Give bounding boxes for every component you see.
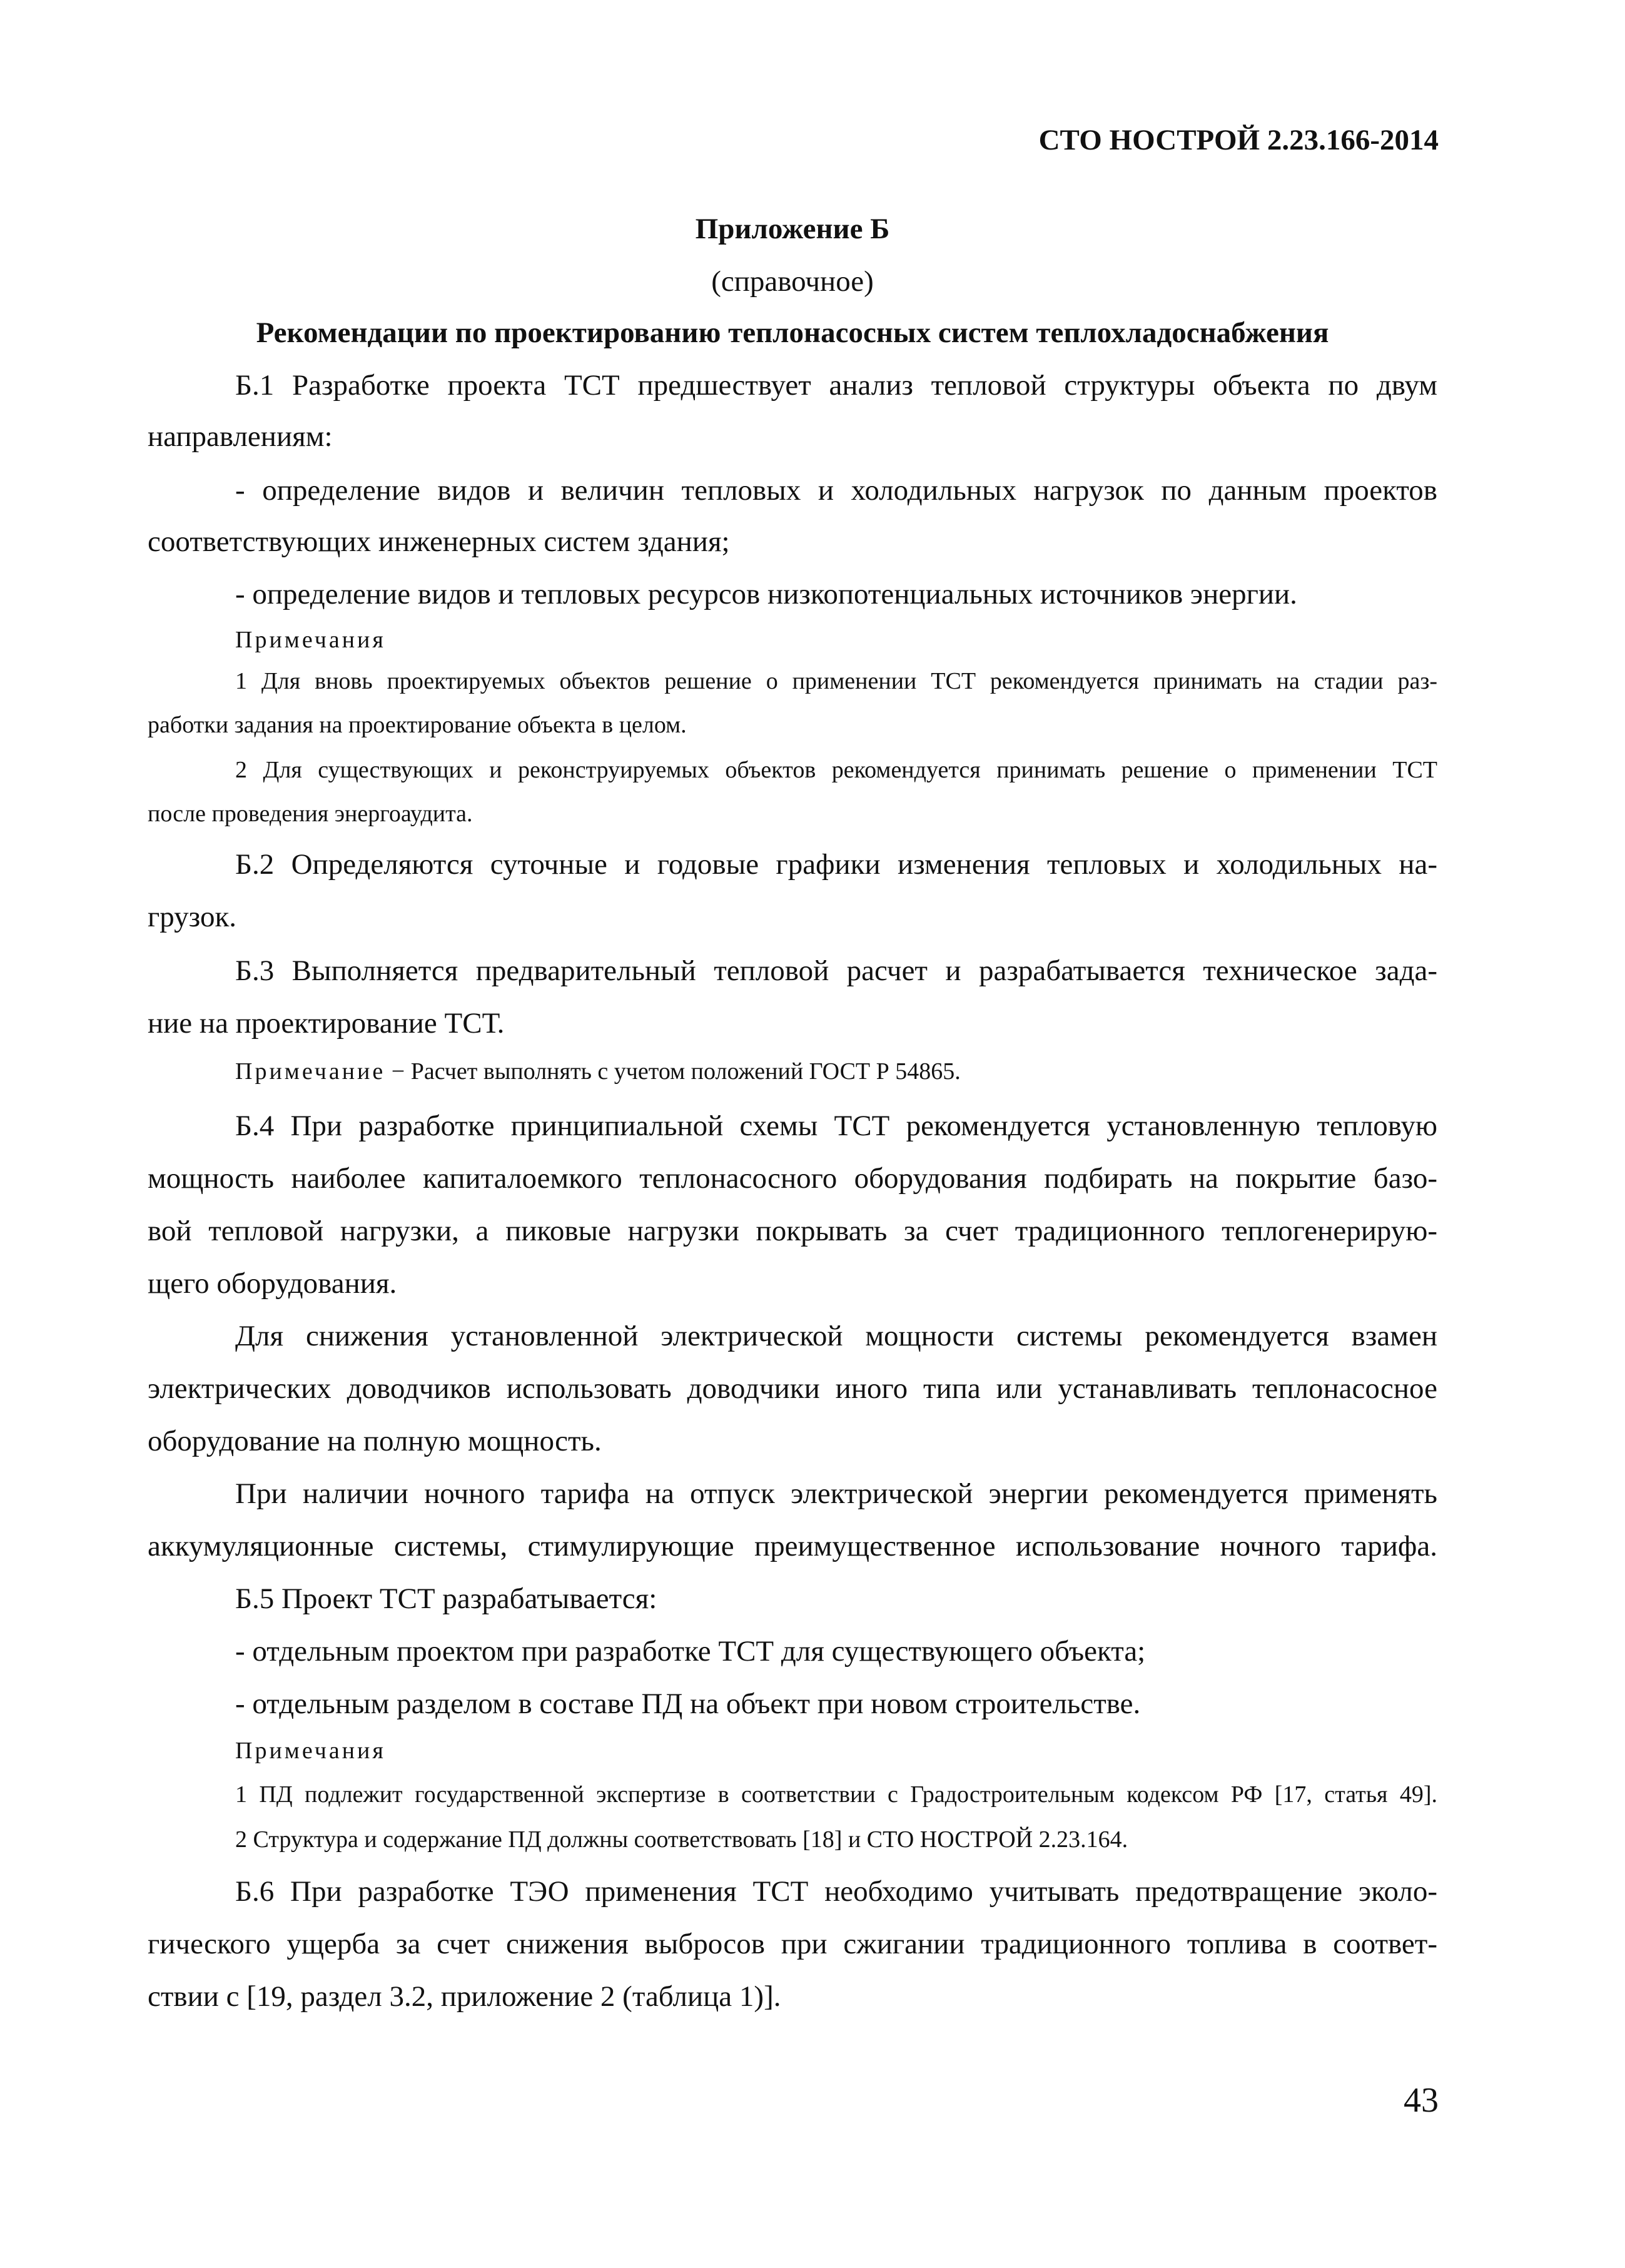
document-code: СТО НОСТРОЙ 2.23.166-2014 [1038, 124, 1439, 156]
note-2-line1: 2 Для существующих и реконструируемых объектов рекомендуется принимать решение о применении ТСТ [235, 757, 1437, 783]
paragraph-b4-line2: мощность наиболее капиталоемкого теплонасосного оборудования подбирать на покрытие базо- [148, 1162, 1437, 1195]
note-b3-text: − Расчет выполнять с учетом положений ГОСТ Р 54865. [385, 1058, 961, 1085]
paragraph-b6-line3: ствии с [19, раздел 3.2, приложение 2 (таблица 1)]. [148, 1980, 781, 2013]
paragraph-b4-line1: Б.4 При разработке принципиальной схемы ТСТ рекомендуется установленную тепловую [235, 1110, 1437, 1142]
list-item-loads-line1: - определение видов и величин тепловых и холодильных нагрузок по данным проектов [235, 474, 1437, 507]
note-b3 [235, 1057, 1437, 1086]
note-b5-1: 1 ПД подлежит государственной экспертизе в соответствии с Градостроительным кодексом РФ [17, статья 49]. [235, 1781, 1437, 1808]
paragraph-tariff-line2: аккумуляционные системы, стимулирующие преимущественное использование ночного тарифа. [148, 1530, 1437, 1562]
note-1-line2: работки задания на проектирование объекта в целом. [148, 712, 687, 738]
note-b3-label: Примечание [235, 1058, 386, 1085]
appendix-title: Приложение Б [695, 213, 890, 245]
list-item-loads-line2: соответствующих инженерных систем здания; [148, 525, 730, 558]
paragraph-b1-line2: направлениям: [148, 420, 333, 453]
notes-label-b5: Примечания [235, 1738, 386, 1764]
paragraph-b6-line2: гического ущерба за счет снижения выбросов при сжигании традиционного топлива в соответ- [148, 1928, 1437, 1960]
paragraph-b4-line4: щего оборудования. [148, 1267, 397, 1300]
appendix-status: (справочное) [711, 265, 874, 298]
paragraph-tariff-line1: При наличии ночного тарифа на отпуск электрической энергии рекомендуется применять [235, 1477, 1437, 1510]
notes-label: Примечания [235, 627, 386, 653]
note-1-line1: 1 Для вновь проектируемых объектов решение о применении ТСТ рекомендуется принимать на стадии раз- [235, 668, 1437, 694]
paragraph-power-line1: Для снижения установленной электрической мощности системы рекомендуется взамен [235, 1320, 1437, 1352]
paragraph-power-line3: оборудование на полную мощность. [148, 1425, 602, 1457]
appendix-heading: Рекомендации по проектированию теплонасосных систем теплохладоснабжения [256, 316, 1329, 349]
paragraph-power-line2: электрических доводчиков использовать доводчики иного типа или устанавливать теплонасосное [148, 1372, 1437, 1405]
paragraph-b5-line1: Б.5 Проект ТСТ разрабатывается: [235, 1582, 657, 1615]
paragraph-b1-line1: Б.1 Разработке проекта ТСТ предшествует анализ тепловой структуры объекта по двум [235, 369, 1437, 402]
list-item-separate-section: - отдельным разделом в составе ПД на объект при новом строительстве. [235, 1688, 1141, 1720]
note-2-line2: после проведения энергоаудита. [148, 801, 473, 827]
paragraph-b4-line3: вой тепловой нагрузки, а пиковые нагрузки покрывать за счет традиционного теплогенерирую- [148, 1215, 1437, 1247]
paragraph-b6-line1: Б.6 При разработке ТЭО применения ТСТ необходимо учитывать предотвращение эколо- [235, 1875, 1437, 1908]
page-number: 43 [1404, 2081, 1439, 2120]
paragraph-b2-line1: Б.2 Определяются суточные и годовые графики изменения тепловых и холодильных на- [235, 848, 1437, 881]
list-item-resources: - определение видов и тепловых ресурсов низкопотенциальных источников энергии. [235, 578, 1297, 610]
paragraph-b3-line2: ние на проектирование ТСТ. [148, 1007, 505, 1040]
list-item-separate-project: - отдельным проектом при разработке ТСТ для существующего объекта; [235, 1635, 1146, 1668]
paragraph-b2-line2: грузок. [148, 901, 237, 933]
note-b5-2: 2 Структура и содержание ПД должны соответствовать [18] и СТО НОСТРОЙ 2.23.164. [235, 1826, 1128, 1853]
paragraph-b3-line1: Б.3 Выполняется предварительный тепловой расчет и разрабатывается техническое зада- [235, 954, 1437, 987]
